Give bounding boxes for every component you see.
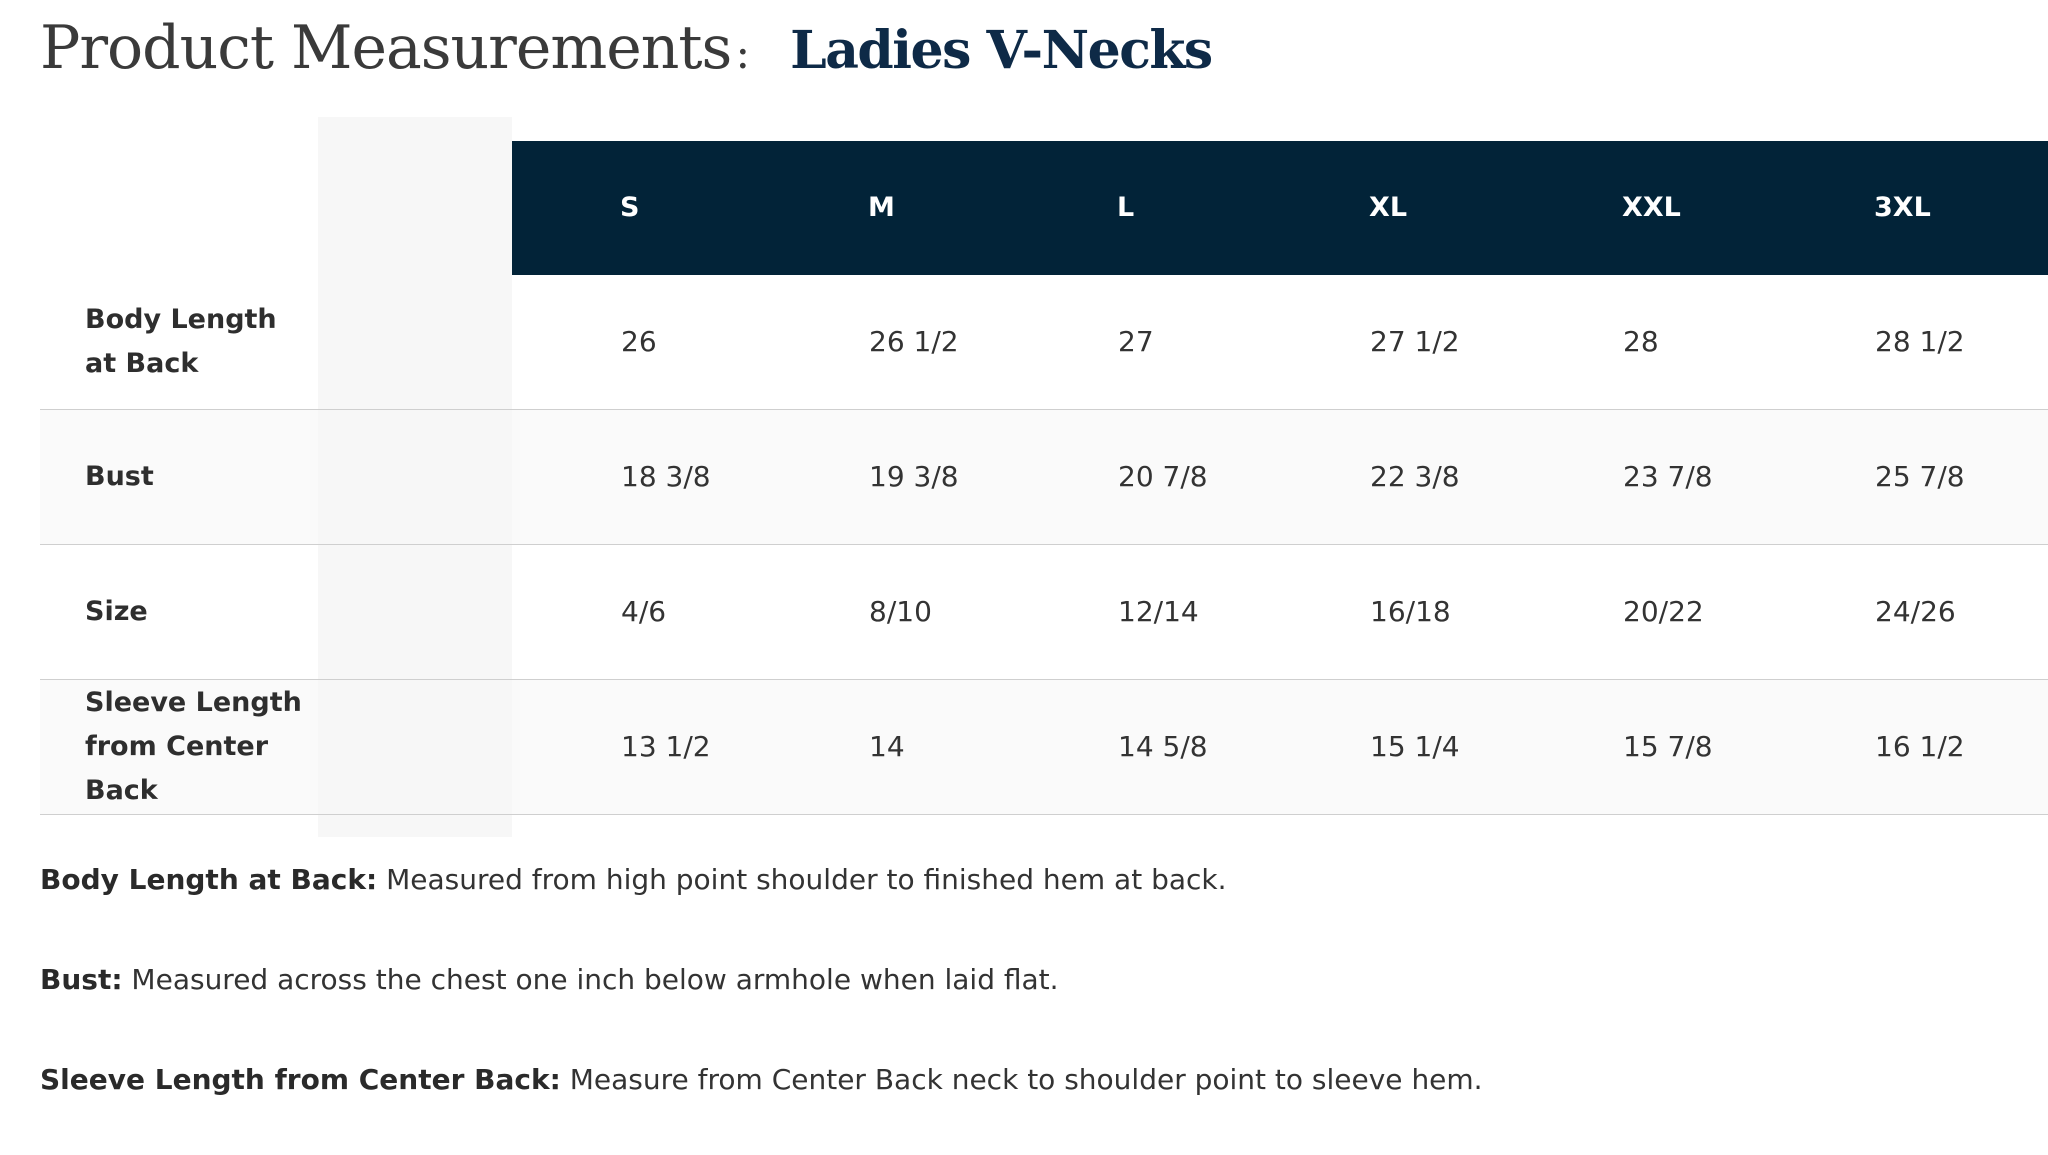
cell-value: 28 xyxy=(1623,325,1659,358)
cell-value: 22 3/8 xyxy=(1370,460,1460,493)
size-header-xxl: XXL xyxy=(1622,192,1681,223)
table-row-body-length xyxy=(40,275,2048,410)
cell-value: 19 3/8 xyxy=(869,460,959,493)
cell-value: 15 7/8 xyxy=(1623,730,1713,763)
size-header-xl: XL xyxy=(1369,192,1408,223)
note-bust xyxy=(40,955,2000,1055)
cell-value: 27 1/2 xyxy=(1370,325,1460,358)
page-title xyxy=(40,8,1212,88)
cell-value: 20 7/8 xyxy=(1118,460,1208,493)
cell-value: 16 1/2 xyxy=(1875,730,1965,763)
cell-value: 23 7/8 xyxy=(1623,460,1713,493)
row-label-bust: Bust xyxy=(85,461,154,492)
cell-value: 12/14 xyxy=(1118,595,1199,628)
size-header-3xl: 3XL xyxy=(1874,192,1931,223)
cell-value: 4/6 xyxy=(621,595,667,628)
spacer-column-segment xyxy=(318,680,512,814)
cell-value: 15 1/4 xyxy=(1370,730,1460,763)
size-header-m: M xyxy=(868,192,895,223)
cell-value: 8/10 xyxy=(869,595,932,628)
cell-value: 24/26 xyxy=(1875,595,1956,628)
cell-value: 20/22 xyxy=(1623,595,1704,628)
cell-value: 16/18 xyxy=(1370,595,1451,628)
cell-value: 14 5/8 xyxy=(1118,730,1208,763)
table-row-bust xyxy=(40,410,2048,545)
row-label-size: Size xyxy=(85,596,148,627)
note-body-length xyxy=(40,855,2000,955)
cell-value: 25 7/8 xyxy=(1875,460,1965,493)
note-text: Measured from high point shoulder to finished hem at back. xyxy=(377,863,1227,896)
spacer-column-segment xyxy=(318,410,512,544)
size-header-l: L xyxy=(1117,192,1135,223)
table-row-sleeve-length xyxy=(40,680,2048,815)
note-term: Sleeve Length from Center Back: xyxy=(40,1063,561,1096)
cell-value: 27 xyxy=(1118,325,1154,358)
size-header-row xyxy=(512,141,2048,275)
spacer-column-segment xyxy=(318,545,512,679)
row-label-sleeve-length: Sleeve Length from Center Back xyxy=(85,687,302,806)
size-header-s: S xyxy=(620,192,640,223)
title-colon: : xyxy=(735,28,751,79)
note-text: Measure from Center Back neck to shoulder point to sleeve hem. xyxy=(560,1063,1483,1096)
cell-value: 18 3/8 xyxy=(621,460,711,493)
title-main: Product Measurements xyxy=(40,13,732,83)
row-label-body-length: Body Length at Back xyxy=(85,304,277,379)
table-row-size xyxy=(40,545,2048,680)
cell-value: 28 1/2 xyxy=(1875,325,1965,358)
cell-value: 13 1/2 xyxy=(621,730,711,763)
cell-value: 26 xyxy=(621,325,657,358)
measurement-notes xyxy=(40,855,2000,1155)
note-sleeve-length xyxy=(40,1055,2000,1155)
note-term: Body Length at Back: xyxy=(40,863,378,896)
cell-value: 14 xyxy=(869,730,905,763)
cell-value: 26 1/2 xyxy=(869,325,959,358)
product-name: Ladies V-Necks xyxy=(790,20,1212,81)
note-term: Bust: xyxy=(40,963,123,996)
note-text: Measured across the chest one inch below armhole when laid flat. xyxy=(122,963,1059,996)
